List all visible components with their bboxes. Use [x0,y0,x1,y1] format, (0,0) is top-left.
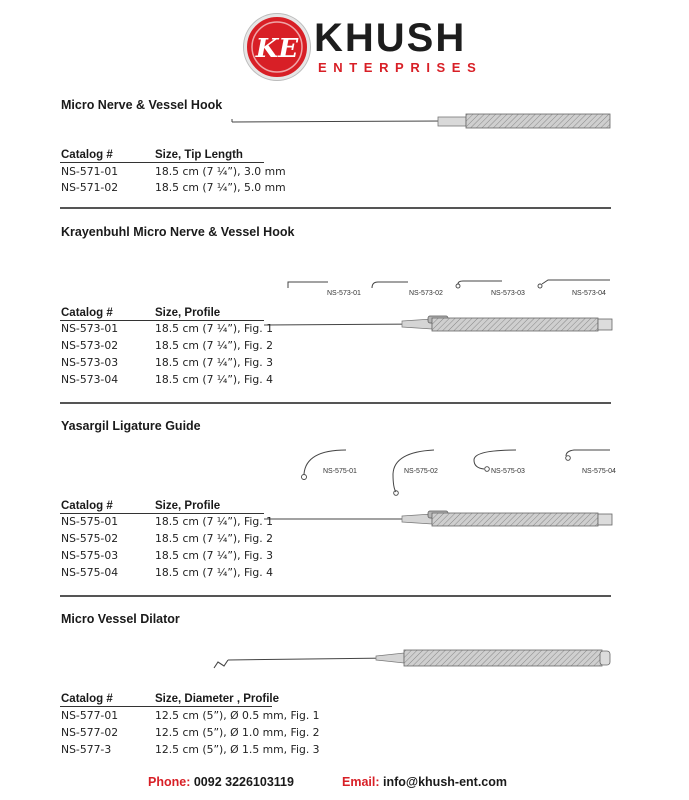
column-header-catalog: Catalog # [61,500,113,512]
footer-phone [148,775,294,789]
tip-label: NS-573-02 [409,290,443,297]
catalog-number: NS-575-03 [61,549,119,562]
catalog-number: NS-571-01 [61,165,119,178]
section-divider [60,402,611,404]
table-rule [60,513,264,514]
section-title: Krayenbuhl Micro Nerve & Vessel Hook [61,225,295,239]
column-header-size: Size, Diameter , Profile [155,693,279,705]
size-description: 18.5 cm (7 ¼”), Fig. 1 [155,515,274,528]
tip-label: NS-575-04 [582,468,616,475]
catalog-number: NS-575-02 [61,532,119,545]
size-description: 18.5 cm (7 ¼”), Fig. 2 [155,339,274,352]
catalog-number: NS-573-04 [61,373,119,386]
size-description: 18.5 cm (7 ¼”), Fig. 4 [155,566,274,579]
column-header-catalog: Catalog # [61,693,113,705]
table-rule [60,162,264,163]
email-value[interactable]: info@khush-ent.com [383,775,507,789]
size-description: 18.5 cm (7 ¼”), Fig. 3 [155,356,274,369]
footer-email [342,775,507,789]
logo-ke-icon [247,17,307,77]
column-header-size: Size, Profile [155,307,221,319]
catalog-number: NS-575-01 [61,515,119,528]
nerve-hook-instrument-illustration [228,110,612,132]
tip-label: NS-575-03 [491,468,525,475]
section-divider [60,207,611,209]
catalog-number: NS-573-01 [61,322,119,335]
catalog-number: NS-573-02 [61,339,119,352]
size-description: 18.5 cm (7 ¼”), Fig. 4 [155,373,274,386]
vessel-dilator-instrument-illustration [206,646,612,674]
size-description: 12.5 cm (5”), Ø 1.5 mm, Fig. 3 [155,743,320,756]
catalog-number: NS-575-04 [61,566,119,579]
tip-label: NS-573-03 [491,290,525,297]
brand-subtitle: ENTERPRISES [318,60,483,75]
size-description: 18.5 cm (7 ¼”), 5.0 mm [155,181,286,194]
catalog-number: NS-577-02 [61,726,119,739]
section-title: Micro Nerve & Vessel Hook [61,98,223,112]
column-header-catalog: Catalog # [61,307,113,319]
krayenbuhl-instrument-illustration [262,313,614,335]
catalog-number: NS-577-3 [61,743,112,756]
section-title: Yasargil Ligature Guide [61,419,201,433]
table-rule [60,706,272,707]
brand-name: KHUSH [314,16,467,60]
yasargil-instrument-illustration [262,508,614,530]
tip-label: NS-573-01 [327,290,361,297]
tip-label: NS-573-04 [572,290,606,297]
size-description: 12.5 cm (5”), Ø 0.5 mm, Fig. 1 [155,709,320,722]
tip-label: NS-575-01 [323,468,357,475]
size-description: 18.5 cm (7 ¼”), Fig. 2 [155,532,274,545]
column-header-size: Size, Profile [155,500,221,512]
size-description: 12.5 cm (5”), Ø 1.0 mm, Fig. 2 [155,726,320,739]
logo-letters: KE [255,34,299,64]
size-description: 18.5 cm (7 ¼”), 3.0 mm [155,165,286,178]
catalog-number: NS-577-01 [61,709,119,722]
phone-value[interactable]: 0092 3226103119 [193,775,294,789]
catalog-number: NS-571-02 [61,181,119,194]
logo-mark [244,14,310,80]
size-description: 18.5 cm (7 ¼”), Fig. 3 [155,549,274,562]
tip-label: NS-575-02 [404,468,438,475]
catalog-number: NS-573-03 [61,356,119,369]
table-rule [60,320,264,321]
section-title: Micro Vessel Dilator [61,612,180,626]
email-label: Email: [342,775,380,789]
size-description: 18.5 cm (7 ¼”), Fig. 1 [155,322,274,335]
column-header-catalog: Catalog # [61,149,113,161]
column-header-size: Size, Tip Length [155,149,243,161]
section-divider [60,595,611,597]
phone-label: Phone: [148,775,191,789]
